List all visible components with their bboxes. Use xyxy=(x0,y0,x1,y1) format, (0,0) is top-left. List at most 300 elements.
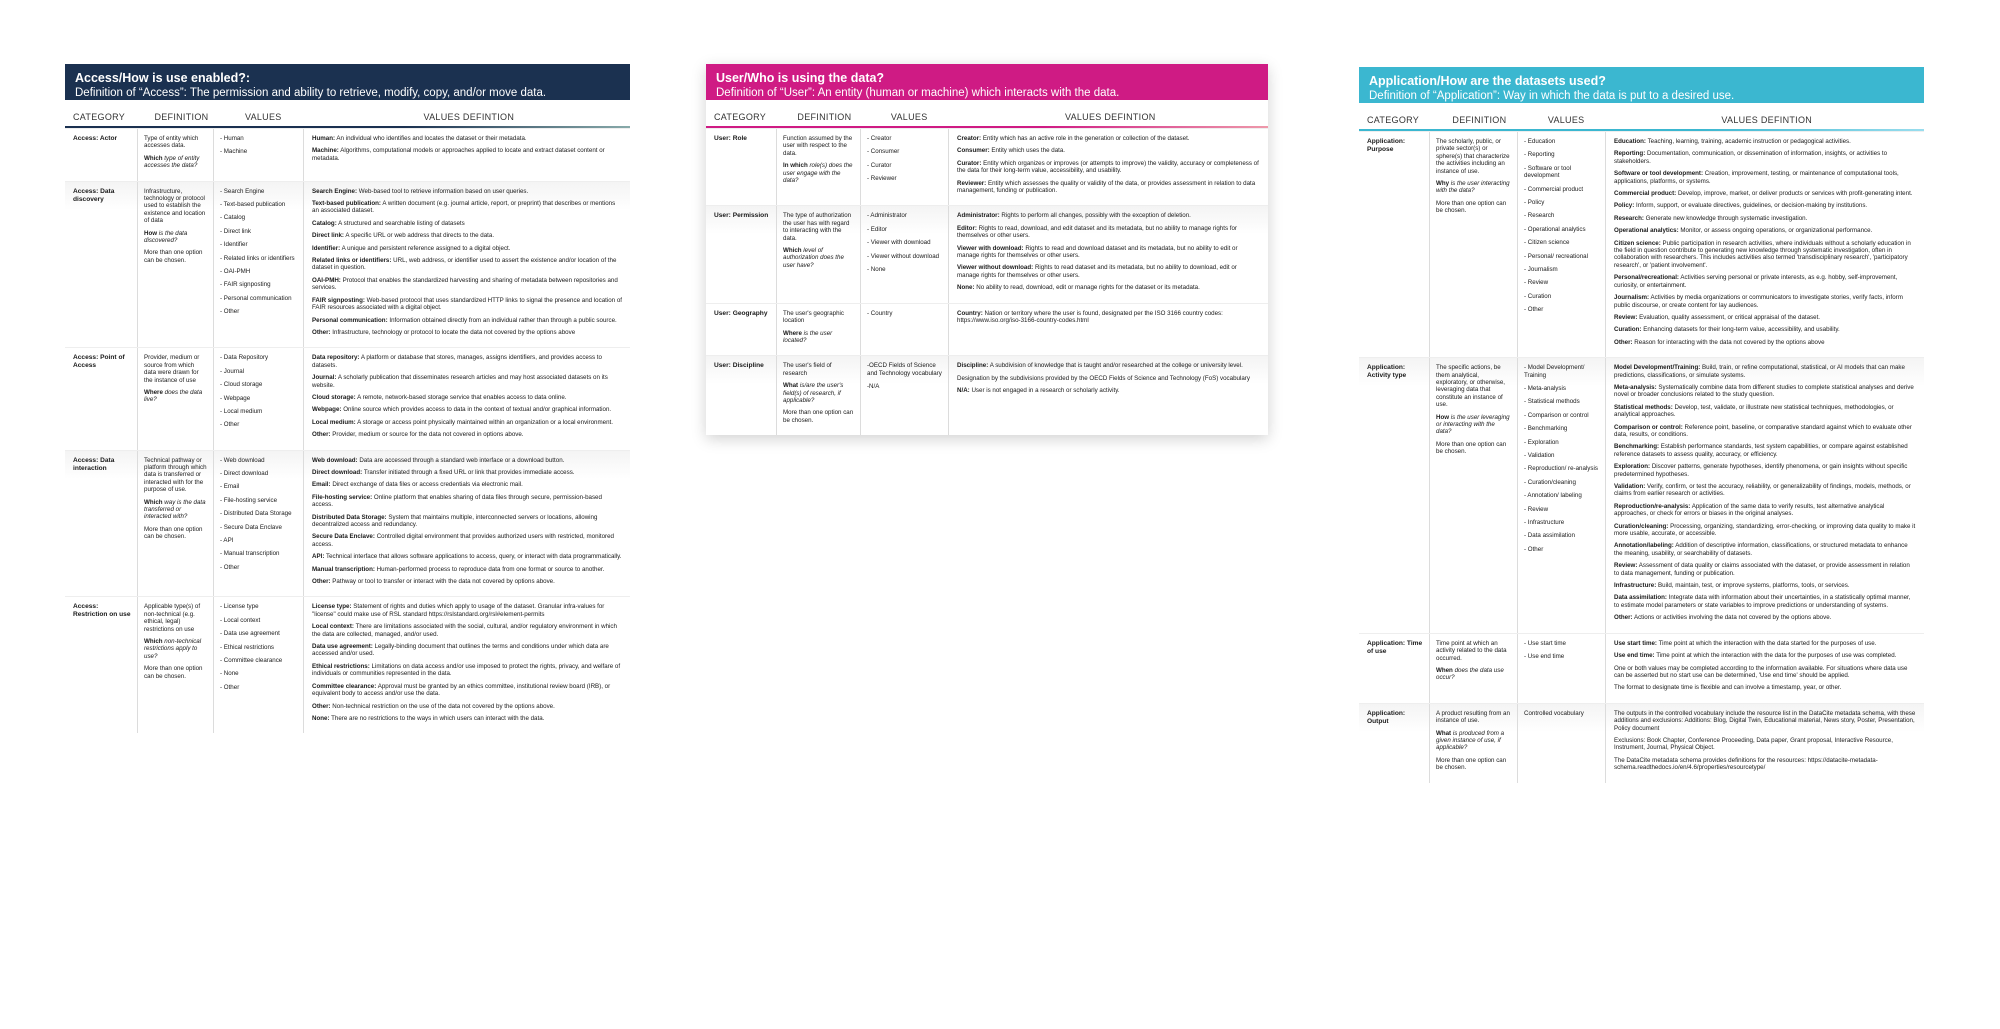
table-row xyxy=(706,355,1268,435)
value-term-text: User is not engaged in a research or scholarly activity. xyxy=(971,387,1120,395)
value-item: - Reproduction/ re-analysis xyxy=(1524,465,1598,473)
header-category: CATEGORY xyxy=(714,112,767,122)
value-definition xyxy=(1614,384,1916,399)
value-item: - Other xyxy=(220,683,240,691)
value-term-text: A unique and persistent reference assigned to a digital object. xyxy=(341,244,511,252)
definition-question xyxy=(144,155,207,170)
value-definition xyxy=(1614,215,1916,222)
value-definition xyxy=(1614,339,1916,346)
question-text: role(s) does the user engage with the data? xyxy=(783,162,853,185)
value-item: - Reporting xyxy=(1524,151,1555,159)
value-definition xyxy=(312,317,622,324)
question-lead: What xyxy=(783,382,799,390)
value-definition xyxy=(957,225,1260,240)
value-definition xyxy=(312,374,622,389)
value-term-text: Exclusions: Book Chapter, Conference Proceeding, Data paper, Grant proposal, Interactive Resource, Instrument, Journal, Physical Object. xyxy=(1614,736,1893,752)
value-definition xyxy=(1614,483,1916,498)
question-text: is the data discovered? xyxy=(144,229,188,245)
value-item: - Annotation/ labeling xyxy=(1524,492,1582,500)
value-item: - None xyxy=(220,670,239,678)
value-definition xyxy=(1614,665,1916,680)
value-term: Software or tool development: xyxy=(1614,170,1704,178)
value-item: - Review xyxy=(1524,279,1549,287)
value-item: - Administrator xyxy=(867,212,907,220)
value-item: - Curator xyxy=(867,161,892,169)
value-term-text: A remote, network-based storage service that enables access to data online. xyxy=(357,393,567,401)
header-values: VALUES xyxy=(1547,115,1585,125)
user-rows xyxy=(706,128,1268,435)
value-term-text: Web-based tool to retrieve information based on user queries. xyxy=(358,187,529,195)
values-cell xyxy=(860,356,948,435)
value-item: - FAIR signposting xyxy=(220,281,271,289)
definition-cell xyxy=(137,182,213,348)
value-definition xyxy=(312,553,622,560)
question-lead: How xyxy=(1436,413,1450,421)
value-definition xyxy=(1614,757,1916,772)
value-item: - Direct download xyxy=(220,469,269,477)
value-term-text: There are limitations associated with the social, cultural, and/or regulatory environment in which the data are collected, managed, and/or used. xyxy=(312,623,617,638)
values-cell xyxy=(1517,704,1605,783)
values-definition-cell xyxy=(948,356,1268,435)
value-term-text: An individual who identifies and locates the dataset or their metadata. xyxy=(336,135,527,142)
value-definition xyxy=(1614,404,1916,419)
value-item: - Policy xyxy=(1524,199,1545,207)
definition-cell xyxy=(776,356,860,435)
category-cell: Access: Point of Access xyxy=(73,354,125,370)
values-definition-cell xyxy=(303,182,630,348)
category-cell: User: Geography xyxy=(714,309,768,317)
value-definition xyxy=(312,663,622,678)
value-term-text: Addition of descriptive information, classifications, or structured metadata to enhance the meaning, usability, or searchability of datasets. xyxy=(1614,542,1908,557)
value-term: Reporting: xyxy=(1614,150,1646,158)
value-item: - Curation/cleaning xyxy=(1524,478,1576,486)
question-lead: In which xyxy=(783,162,808,170)
value-item: - Data assimilation xyxy=(1524,532,1575,540)
header-category: CATEGORY xyxy=(73,112,126,122)
value-term-text: Monitor, or assess ongoing operations, or organizational performance. xyxy=(1680,227,1873,235)
value-term-text: Direct exchange of data files or access credentials via electronic mail. xyxy=(332,481,523,489)
value-term: Data assimilation: xyxy=(1614,594,1667,602)
question-lead: How xyxy=(144,229,158,237)
value-item: - Viewer with download xyxy=(867,239,931,247)
value-definition xyxy=(312,703,622,710)
value-term: Cloud storage: xyxy=(312,393,356,401)
value-term: Validation: xyxy=(1614,483,1646,490)
value-item: - Infrastructure xyxy=(1524,519,1565,526)
value-term-text: Designation by the subdivisions provided by the OECD Fields of Science and Technology (FoS) vocabulary xyxy=(957,374,1250,382)
value-item: - Cloud storage xyxy=(220,381,263,389)
value-term-text: Evaluation, quality assessment, or critical appraisal of the dataset. xyxy=(1639,313,1821,321)
value-term-text: Limitations on data access and/or use imposed to protect the rights, privacy, and welfare of individuals or communities represented in the data. xyxy=(312,662,621,678)
value-item: - Human xyxy=(220,135,244,142)
access-title: Access/How is use enabled?: xyxy=(75,71,251,85)
question-text: is produced from a given instance of use, if applicable? xyxy=(1436,729,1505,752)
value-term: Committee clearance: xyxy=(312,682,377,690)
question-text: is the user leveraging or interacting with the data? xyxy=(1436,413,1510,436)
value-term: Country: xyxy=(957,309,983,317)
values-cell xyxy=(1517,634,1605,703)
value-term: Use start time: xyxy=(1614,639,1657,647)
category-cell: Application: Time of use xyxy=(1367,639,1423,655)
value-definition xyxy=(1614,202,1916,209)
value-term: Manual transcription: xyxy=(312,565,375,573)
definition-question xyxy=(144,230,207,245)
value-definition xyxy=(1614,294,1916,309)
value-item: - Validation xyxy=(1524,451,1555,459)
question-text: is the user located? xyxy=(783,329,833,344)
value-term: Discipline: xyxy=(957,362,989,370)
value-definition xyxy=(312,683,622,698)
question-lead: Where xyxy=(783,329,802,337)
values-cell xyxy=(860,304,948,356)
value-term-text: Information obtained directly from an individual rather than through a public source. xyxy=(389,316,617,324)
definition-cell xyxy=(137,348,213,449)
category-cell: Access: Data interaction xyxy=(73,456,115,472)
value-definition xyxy=(957,135,1260,142)
value-term-text: A structured and searchable listing of datasets xyxy=(338,219,465,227)
value-term-text: Public participation in research activities, where individuals without a scholarly education in the field in question contribute to generating new knowledge through systematic investigation, often in collaboration with researchers. This includes activities also termed 'transdisciplinary research', 'participatory research', or 'patient involvement'. xyxy=(1614,239,1911,269)
value-item: - Creator xyxy=(867,135,892,142)
value-definition xyxy=(1614,463,1916,478)
user-title-bar xyxy=(706,64,1268,100)
value-term: Data use agreement: xyxy=(312,643,373,651)
values-definition-cell xyxy=(1605,132,1924,357)
value-term: Human: xyxy=(312,135,336,142)
definition-cell xyxy=(776,206,860,302)
value-item: - Machine xyxy=(220,148,248,156)
value-item: - Other xyxy=(220,563,240,571)
value-term: Related links or identifiers: xyxy=(312,257,392,265)
definition-question xyxy=(783,382,854,404)
value-item: - Use start time xyxy=(1524,639,1566,647)
value-item: - Personal/ recreational xyxy=(1524,252,1588,260)
value-term: None: xyxy=(957,284,975,292)
values-definition-cell xyxy=(303,348,630,449)
value-definition xyxy=(312,494,622,509)
value-term: Exploration: xyxy=(1614,463,1651,471)
value-definition xyxy=(957,310,1260,325)
values-definition-cell xyxy=(303,129,630,181)
value-item: - Country xyxy=(867,309,893,317)
definition-cell xyxy=(1429,704,1517,783)
value-term: Data repository: xyxy=(312,354,360,362)
value-definition xyxy=(312,232,622,239)
value-definition xyxy=(1614,542,1916,557)
value-term-text: The DataCite metadata schema provides definitions for the resources: https://datacite-metadata-schema.readthedocs.io/en/4.6/properties/resourcetype/ xyxy=(1614,756,1878,772)
question-lead: When xyxy=(1436,666,1453,674)
table-row xyxy=(706,128,1268,205)
value-term: License type: xyxy=(312,603,352,611)
user-title: User/Who is using the data? xyxy=(716,71,885,85)
value-term: Journal: xyxy=(312,374,337,382)
value-term: Model Development/Training: xyxy=(1614,364,1701,372)
definition-text: The user's field of research xyxy=(783,362,832,377)
value-term-text: Activities by media organizations or communicators to investigate stories, verify facts, inform public discourse, or create content for lay audiences. xyxy=(1614,294,1903,309)
value-definition xyxy=(1614,190,1916,197)
user-subtitle: Definition of “User”: An entity (human or machine) which interacts with the data. xyxy=(716,87,1120,99)
value-item: - Citizen science xyxy=(1524,239,1570,247)
value-term-text: Integrate data with information about their uncertainties, in a statistically optimal manner, to estimate model parameters or state variables to improve predictions or understanding of systems. xyxy=(1614,594,1911,609)
values-cell xyxy=(860,206,948,302)
value-term: Other: xyxy=(312,578,331,586)
value-definition xyxy=(1614,737,1916,752)
definition-note: More than one option can be chosen. xyxy=(1436,199,1507,215)
values-definition-cell xyxy=(1605,634,1924,703)
value-term-text: Provider, medium or source for the data not covered in options above. xyxy=(332,431,524,439)
category-cell: Access: Actor xyxy=(73,135,118,142)
definition-question xyxy=(144,389,207,404)
values-definition-cell xyxy=(948,206,1268,302)
value-definition xyxy=(957,387,1260,394)
value-definition xyxy=(1614,364,1916,379)
value-term: Search Engine: xyxy=(312,187,358,195)
value-item: - Editor xyxy=(867,225,887,233)
value-item: - Text-based publication xyxy=(220,201,286,209)
header-values: VALUES xyxy=(890,112,928,122)
value-item: - Other xyxy=(220,421,240,429)
value-definition xyxy=(957,284,1260,291)
value-term: Other: xyxy=(312,702,331,710)
access-table-header xyxy=(65,100,630,126)
value-definition xyxy=(957,362,1260,369)
value-term-text: Web-based protocol that uses standardized HTTP links to signal the presence and location of FAIR resources associated with a digital object. xyxy=(312,296,622,312)
value-item: - Other xyxy=(1524,545,1544,553)
category-cell: User: Discipline xyxy=(714,362,764,370)
value-term-text: A subdivision of knowledge that is taught and/or researched at the college or university level. xyxy=(989,362,1243,370)
value-term: Citizen science: xyxy=(1614,239,1661,247)
table-row xyxy=(1359,131,1924,357)
definition-text: The scholarly, public, or private sector(s) or sphere(s) that characterize the activities including an instance of use. xyxy=(1436,138,1510,175)
values-definition-cell xyxy=(948,304,1268,356)
access-panel xyxy=(65,64,630,733)
access-subtitle: Definition of “Access”: The permission and ability to retrieve, modify, copy, and/or move data. xyxy=(75,87,547,99)
values-definition-cell xyxy=(948,129,1268,205)
header-values-definition: VALUES DEFINTION xyxy=(1721,115,1813,125)
value-term: Reproduction/re-analysis: xyxy=(1614,502,1691,510)
value-item: - API xyxy=(220,537,234,544)
definition-text: The user's geographic location xyxy=(783,309,845,325)
value-term-text: Algorithms, computational models or approaches applied to locate and extract dataset content or metadata. xyxy=(312,147,605,162)
category-cell: Access: Data discovery xyxy=(73,187,115,203)
header-definition: DEFINITION xyxy=(1452,115,1507,125)
value-item: - Related links or identifiers xyxy=(220,254,295,262)
value-item: - Comparison or control xyxy=(1524,411,1589,419)
value-term: Direct download: xyxy=(312,468,363,476)
value-definition xyxy=(312,623,622,638)
values-definition-cell xyxy=(1605,358,1924,633)
value-item: - Manual transcription xyxy=(220,550,280,558)
category-cell: User: Permission xyxy=(714,212,769,220)
value-definition xyxy=(1614,684,1916,691)
value-term: N/A: xyxy=(957,387,970,395)
value-definition xyxy=(1614,562,1916,577)
value-term-text: A storage or access point physically maintained within an organization or a local environment. xyxy=(357,418,613,426)
value-definition xyxy=(957,245,1260,260)
value-definition xyxy=(312,419,622,426)
value-definition xyxy=(1614,326,1916,333)
value-term-text: Processing, organizing, standardizing, error-checking, or improving data quality to make it more usable, accurate, or accessible. xyxy=(1614,522,1916,538)
value-term-text: Approval must be granted by an ethics committee, institutional review board (IRB), or equivalent body to access and/or use the data. xyxy=(312,682,611,698)
value-item: - Secure Data Enclave xyxy=(220,523,282,531)
value-term: Journalism: xyxy=(1614,294,1650,302)
value-term: Curation: xyxy=(1614,326,1642,334)
value-term-text: There are no restrictions to the ways in which users can interact with the data. xyxy=(331,714,545,722)
table-row xyxy=(65,347,630,449)
value-term-text: Controlled digital environment that provides authorized users with restricted, monitored access. xyxy=(312,533,614,548)
value-term-text: A specific URL or web address that directs to the data. xyxy=(345,232,495,240)
value-definition xyxy=(312,406,622,413)
definition-text: Provider, medium or source from which data were drawn for the instance of use xyxy=(144,354,200,384)
value-item: - Review xyxy=(1524,505,1549,513)
value-term-text: Rights to perform all changes, possibly with the exception of deletion. xyxy=(1001,212,1191,220)
table-row xyxy=(706,205,1268,302)
header-values-definition: VALUES DEFINTION xyxy=(423,112,515,122)
value-item: - Journalism xyxy=(1524,266,1558,274)
question-lead: Which xyxy=(144,154,163,162)
value-definition xyxy=(312,431,622,438)
value-definition xyxy=(312,354,622,369)
table-row xyxy=(65,128,630,181)
question-text: does the data use occur? xyxy=(1436,666,1504,682)
access-title-bar xyxy=(65,64,630,100)
definition-question xyxy=(1436,414,1511,436)
value-term: Email: xyxy=(312,481,331,489)
definition-cell xyxy=(137,597,213,733)
table-row xyxy=(65,596,630,733)
value-term-text: Online platform that enables sharing of data files through secure, permission-based access. xyxy=(312,493,602,509)
question-lead: Which xyxy=(783,247,802,255)
value-definition xyxy=(1614,227,1916,234)
value-term-text: Assessment of data quality or claims associated with the dataset, or provide assessment in relation to data management, funding or publication. xyxy=(1614,562,1910,577)
value-item: - Model Development/ Training xyxy=(1524,364,1585,379)
definition-text: Technical pathway or platform through which data is transferred or interacted with for the purpose of use. xyxy=(144,456,207,494)
value-item: - Web download xyxy=(220,456,265,464)
value-item: - Exploration xyxy=(1524,438,1559,446)
value-term-text: Build, maintain, test, or improve systems, platforms, tools, or services. xyxy=(1658,582,1850,590)
definition-text: The type of authorization the user has with regard to interacting with the data. xyxy=(783,212,852,242)
value-term: Editor: xyxy=(957,224,977,232)
definition-text: Type of entity which accesses data. xyxy=(144,135,199,150)
values-cell xyxy=(213,348,303,449)
value-term-text: Develop, test, validate, or illustrate new statistical techniques, methodologies, or analytical approaches. xyxy=(1614,403,1894,419)
value-item: - Other xyxy=(1524,306,1544,314)
question-lead: Which xyxy=(144,498,163,506)
value-term-text: Application of the same data to verify results, test alternative analytical approaches, or check for errors or biases in the original analyses. xyxy=(1614,502,1885,518)
value-item: - License type xyxy=(220,603,259,611)
question-text: way is the data transferred or interacted with? xyxy=(144,498,206,521)
value-term-text: Protocol that enables the standardized harvesting and sharing of metadata between repositories and services. xyxy=(312,276,618,292)
value-term: Benchmarking: xyxy=(1614,443,1660,451)
value-definition xyxy=(312,135,622,142)
value-term: Webpage: xyxy=(312,406,342,414)
value-item: - Webpage xyxy=(220,394,251,402)
value-term: Other: xyxy=(312,328,331,336)
values-definition-cell xyxy=(1605,704,1924,783)
value-definition xyxy=(1614,614,1916,621)
value-term: Commercial product: xyxy=(1614,190,1677,198)
value-definition xyxy=(1614,652,1916,659)
definition-cell xyxy=(137,451,213,597)
value-term: Other: xyxy=(312,431,331,439)
value-item: - Local medium xyxy=(220,407,263,415)
value-item: - Commercial product xyxy=(1524,185,1584,193)
value-item: - File-hosting service xyxy=(220,496,278,504)
header-category: CATEGORY xyxy=(1367,115,1420,125)
user-panel xyxy=(706,64,1268,435)
value-definition xyxy=(1614,523,1916,538)
value-term-text: Entity which has an active role in the generation or collection of the dataset. xyxy=(982,135,1190,142)
value-term-text: Creation, improvement, testing, or maintenance of computational tools, applications, platforms, or systems. xyxy=(1614,170,1899,185)
value-definition xyxy=(1614,710,1916,732)
value-term-text: Generate new knowledge through systematic investigation. xyxy=(1645,214,1808,222)
value-item: - Personal communication xyxy=(220,294,292,302)
value-item: - Research xyxy=(1524,212,1555,220)
value-definition xyxy=(957,375,1260,382)
definition-question xyxy=(783,330,854,345)
value-item: -N/A xyxy=(867,383,880,391)
value-term: Ethical restrictions: xyxy=(312,662,370,670)
value-item: - Viewer without download xyxy=(867,252,940,260)
value-term: Viewer with download: xyxy=(957,244,1024,252)
values-definition-cell xyxy=(303,597,630,733)
value-term-text: Establish performance standards, test system capabilities, or compare against established reference datasets to assess quality, accuracy, or efficiency. xyxy=(1614,443,1908,458)
question-lead: Where xyxy=(144,388,163,396)
definition-text: Function assumed by the user with respect to the data. xyxy=(783,135,853,157)
header-values: VALUES xyxy=(244,112,282,122)
value-item: - Distributed Data Storage xyxy=(220,510,292,518)
value-term: Education: xyxy=(1614,138,1646,145)
value-term: Viewer without download: xyxy=(957,264,1034,272)
value-term: Curation/cleaning: xyxy=(1614,522,1669,530)
value-item: - Curation xyxy=(1524,292,1552,300)
value-term-text: System that maintains multiple, interconnected servers or locations, allowing decentralized access and redundancy. xyxy=(312,513,598,528)
value-term-text: Entity which uses the data. xyxy=(991,147,1066,155)
header-values-definition: VALUES DEFINTION xyxy=(1064,112,1156,122)
value-term: Curator: xyxy=(957,159,982,167)
table-row xyxy=(1359,357,1924,633)
value-item: - Meta-analysis xyxy=(1524,384,1566,392)
value-item: Controlled vocabulary xyxy=(1524,709,1584,717)
definition-question xyxy=(783,247,854,269)
value-item: - Ethical restrictions xyxy=(220,643,274,651)
category-cell: User: Role xyxy=(714,135,747,142)
definition-note: More than one option can be chosen. xyxy=(1436,440,1507,456)
value-definition xyxy=(312,469,622,476)
question-lead: Why xyxy=(1436,180,1450,188)
value-definition xyxy=(957,212,1260,219)
value-term-text: Human-performed process to reproduce data from one format or source to another. xyxy=(376,565,605,573)
value-item: - Benchmarking xyxy=(1524,425,1568,433)
value-definition xyxy=(1614,582,1916,589)
definition-note: More than one option can be chosen. xyxy=(783,409,854,424)
definition-question xyxy=(1436,667,1511,682)
value-term: Administrator: xyxy=(957,212,1000,220)
value-definition xyxy=(312,245,622,252)
value-item: - Data Repository xyxy=(220,354,269,362)
value-term: Identifier: xyxy=(312,244,341,252)
value-term-text: Time point at which the interaction with the data for the purposes of use was completed. xyxy=(1656,652,1897,660)
value-item: - Email xyxy=(220,483,240,491)
value-term-text: One or both values may be completed according to the information available. For situations where data use can be asserted but no start use can be determined, 'Use end time' should be applied. xyxy=(1614,664,1908,679)
definition-text: The specific actions, be them analytical, exploratory, or otherwise, leveraging data that constitute an instance of use. xyxy=(1436,364,1506,409)
value-term: Local medium: xyxy=(312,418,356,426)
definition-cell xyxy=(1429,358,1517,633)
value-term-text: Actions or activities involving the data not covered by the options above. xyxy=(1633,614,1832,622)
value-definition xyxy=(312,578,622,585)
value-term-text: Rights to read dataset and its metadata, but no ability to download, edit or manage rights for themselves or other users. xyxy=(957,264,1237,279)
value-item: - Data use agreement xyxy=(220,630,280,638)
value-term: Text-based publication: xyxy=(312,200,381,208)
